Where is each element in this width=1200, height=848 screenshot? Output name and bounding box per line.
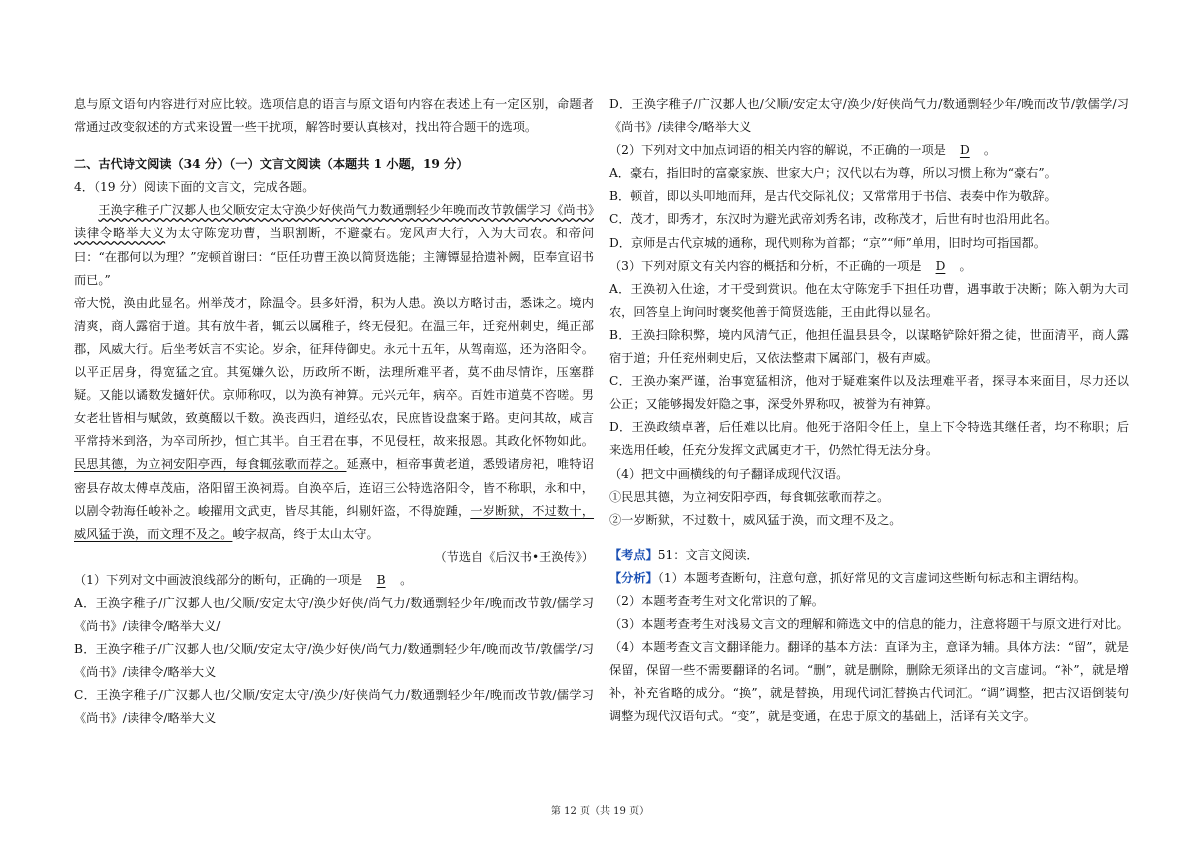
option-c: C．茂才，即秀才，东汉时为避光武帝刘秀名讳，改称茂才，后世有时也沿用此名。 [609,212,1058,227]
option-d: D．王涣政绩卓著，后任难以比肩。他死于洛阳令任上，皇上下令特选其继任者，均不称职；后来选用任峻，任充分发挥文武属吏才干，仍然忙得无法分身。 [609,420,1129,458]
fenxi-tag: 【分析】 [609,570,658,585]
translation-item-2: ②一岁断狱，不过数十，威风猛于涣，而文理不及之。 [609,512,902,527]
question-4-stem: （4）把文中画横线的句子翻译成现代汉语。 [609,466,849,481]
underlined-sentence-1: 民思其德，为立祠安阳亭西，每食辄弦歌而荐之。 [74,457,347,472]
passage-text: 延熹中，桓帝事黄老道，悉毁诸房祀，唯特诏密县存故太傅卓茂庙，洛阳留王涣祠焉。自涣卒后，连诏三公特选洛阳令，皆不称职，永和中，以剧令勃海任峻补之。峻擢用文武吏，皆尽其能，纠剔奸盗，不得旋踵， [74,457,594,518]
kaodian-tag: 【考点】 [609,547,658,562]
question-2-stem: （2）下列对文中加点词语的相关内容的解说，不正确的一项是 D 。 [609,139,1129,162]
left-column [74,93,594,731]
fenxi-line: 【分析】（1）本题考查断句，注意句意，抓好常见的文言虚词这些断句标志和主谓结构。 [609,570,1086,585]
translation-item-1: ①民思其德，为立祠安阳亭西，每食辄弦歌而荐之。 [609,489,890,504]
option-d: D．京师是古代京城的通称，现代则称为首都；“京”“师”单用，旧时均可指国都。 [609,235,1046,250]
answer-blank: D [935,258,946,273]
option-c: C．王涣办案严谨，治事宽猛相济，他对于疑难案件以及法理难平者，探寻本来面目，尽力还以公正；又能够揭发奸隐之事，深受外界称叹，被誉为有神算。 [609,374,1129,412]
answer-blank: B [376,572,386,587]
page-footer: 第 12 页（共 19 页） [550,806,650,817]
right-column [609,93,1129,729]
option-a: A．豪右，指旧时的富豪家族、世家大户；汉代以右为尊，所以习惯上称为“豪右”。 [609,166,1057,181]
question-4-header: 4．（19 分）阅读下面的文言文，完成各题。 [74,180,315,195]
passage-source: （节选自《后汉书•王涣传》） [434,549,594,564]
passage-paragraph-2 [74,292,594,546]
option-d: D．王涣字稚子/广汉郪人也/父顺/安定太守/涣少/好侠尚气力/数通剽轻少年/晚而改节/敦儒学/习《尚书》/读律令/略举大义 [609,97,1129,135]
section-heading: 二、古代诗文阅读（34 分）（一）文言文阅读（本题共 1 小题，19 分） [74,157,469,172]
option-a: A．王涣初入仕途，才干受到赏识。他在太守陈宠手下担任功曹，遇事敢于决断；陈入朝为大司农，回答皇上询问时褒奖他善于简贤选能，王由此得以显名。 [609,281,1129,319]
option-b: B．王涣字稚子/广汉郪人也/父顺/安定太守/涣少好侠/尚气力/数通剽轻少年/晚而改节/敦儒学/习《尚书》/读律令/略举大义 [74,642,594,680]
analysis-item-3: （3）本题考查考生对浅易文言文的理解和筛选文中的信息的能力，注意将题干与原文进行对比。 [609,617,1129,632]
analysis-item-4: （4）本题考查文言文翻译能力。翻译的基本方法：直译为主，意译为辅。具体方法：“留”，就是保留，保留一些不需要翻译的名词。“删”，就是删除，删除无须译出的文言虚词。“补”，就是增补，补充省略的成分。“换”，就是替换，用现代词汇替换古代词汇。“调”调整，把古汉语倒装句调整为现代汉语句式。“变”，就是变通，在忠于原文的基础上，活译有关文字。 [609,640,1129,724]
kaodian-line: 【考点】51：文言文阅读． [609,547,759,562]
passage-text: 峻字叔高，终于太山太守。 [232,526,379,541]
question-1-stem: （1）下列对文中画波浪线部分的断句，正确的一项是 B 。 [74,569,594,592]
passage-text: 帝大悦，涣由此显名。州举茂才，除温令。县多奸滑，积为人患。涣以方略讨击，悉诛之。境内清爽，商人露宿于道。其有放牛者，辄云以属稚子，终无侵犯。在温三年，迁兖州刺史，绳正部郡，风威大行。后坐考妖言不实论。岁余，征拜侍御史。永元十五年，从驾南巡，还为洛阳令。以平正居身，得宽猛之宜。其冤嫌久讼，历政所不断，法理所难平者，莫不曲尽情诈，压塞群疑。又能以谲数发擿奸伏。京师称叹，以为涣有神算。元兴元年，病卒。百姓市道莫不咨嗟。男女老壮皆相与赋敛，致奠醊以千数。涣丧西归，道经弘农，民庶皆设盘案于路。吏问其故，咸言平常持米到洛，为卒司所抄，恒亡其半。自王君在事，不见侵枉，故来报恩。其政化怀物如此。 [74,295,594,449]
passage-text: 为太守陈宠功曹，当职割断，不避豪右。宠风声大行，入为大司农。和帝问曰：“在郡何以为理？”宠顿首谢曰：“臣任功曹王涣以简贤选能；主簿镡显拾遗补阙，臣奉宣诏书而已。” [74,226,595,287]
option-c: C．王涣字稚子/广汉郪人也/父顺/安定太守/涣少/好侠尚气力/数通剽轻少年/晚而改节敦/儒学习《尚书》/读律令/略举大义 [74,688,594,726]
answer-blank: D [959,143,970,158]
option-b: B．王涣扫除积弊，境内风清气正，他担任温县县令，以谋略铲除奸猾之徒，世面清平，商人露宿于道；升任兖州刺史后，又依法整肃下属部门，极有声威。 [609,327,1129,366]
option-a: A．王涣字稚子/广汉郪人也/父顺/安定太守/涣少好侠/尚气力/数通剽轻少年/晚而改节敦/儒学习《尚书》/读律令/略举大义/ [74,595,594,634]
wavy-underlined-text: 王涣字稚子广汉郪人也父顺安定太守涣少好侠尚气力数通剽轻少年晚而改节敦儒学习《尚书》读律令略举大义 [74,203,594,241]
underlined-sentence-2: 一岁断狱，不过数十，威风猛于涣，而文理不及之。 [74,503,595,541]
intro-paragraph: 息与原文语句内容进行对应比较。选项信息的语言与原文语句内容在表述上有一定区别，命题者常通过改变叙述的方式来设置一些干扰项，解答时要认真核对，找出符合题干的选项。 [74,97,594,135]
option-b: B．顿首，即以头叩地而拜，是古代交际礼仪；又常常用于书信、表奏中作为敬辞。 [609,189,1057,204]
question-3-stem: （3）下列对原文有关内容的概括和分析，不正确的一项是 D 。 [609,255,1129,278]
analysis-item-2: （2）本题考查考生对文化常识的了解。 [609,593,824,608]
passage-paragraph-1 [74,199,594,291]
